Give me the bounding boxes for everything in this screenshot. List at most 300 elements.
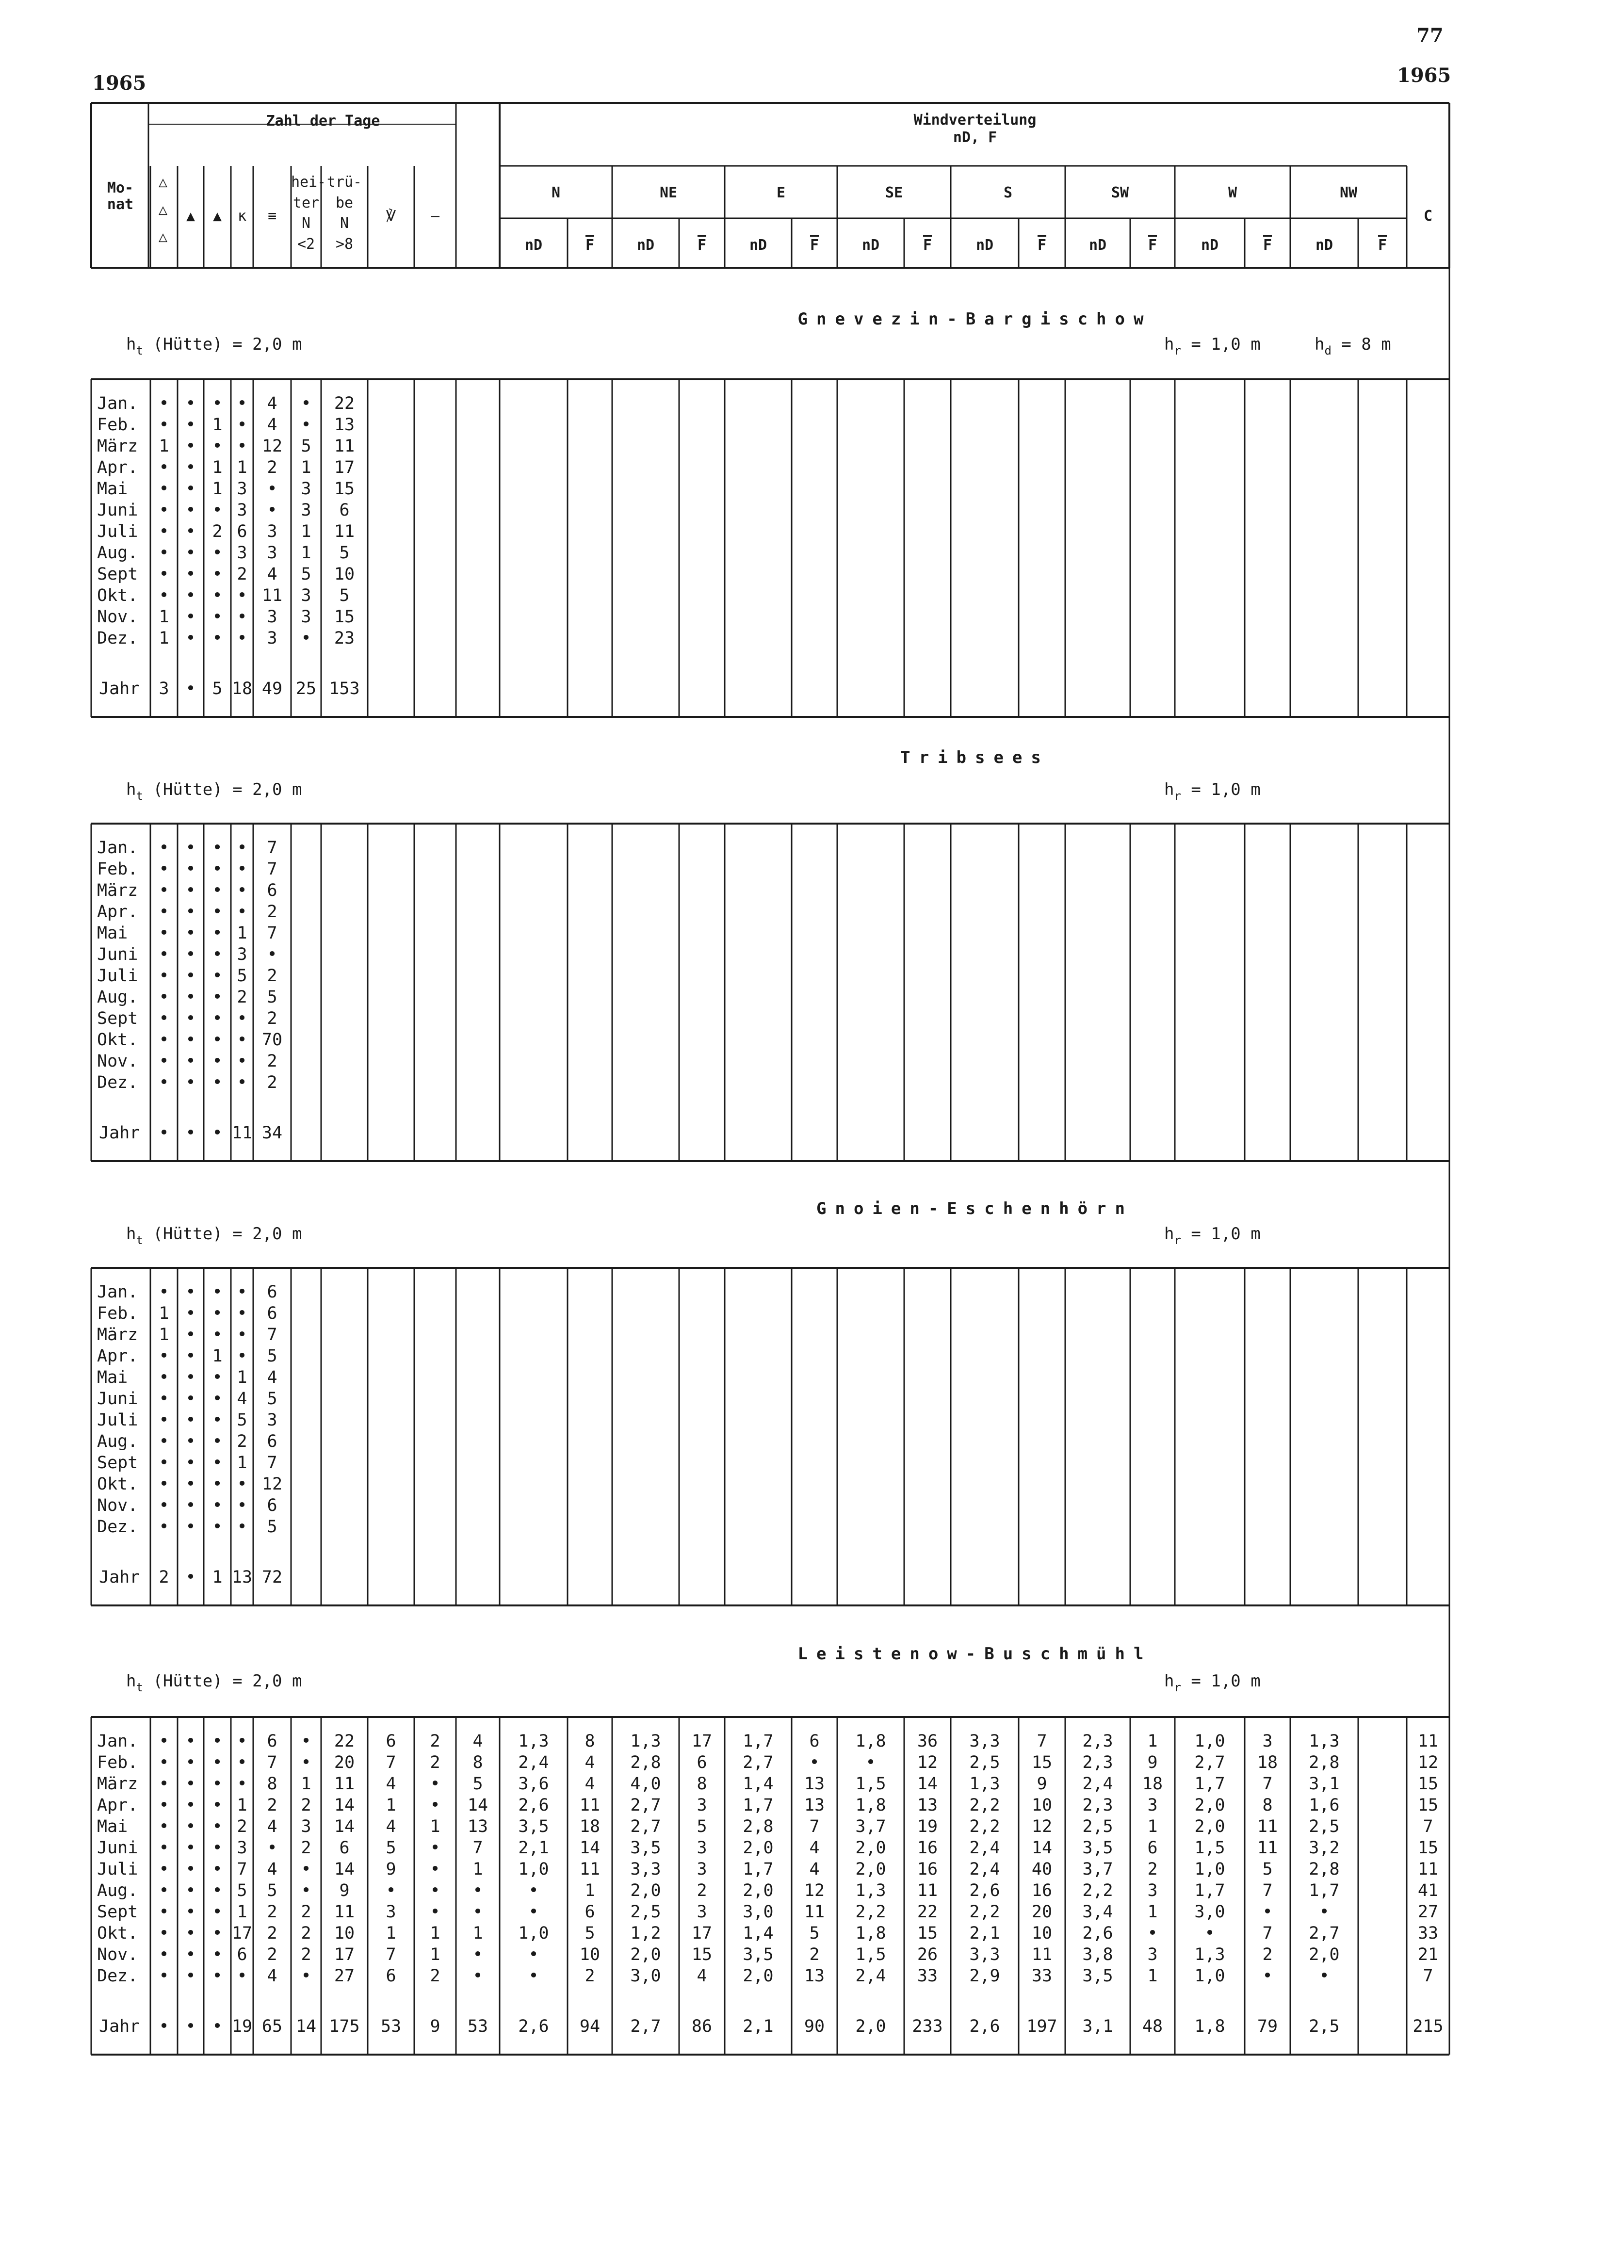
table-cell: 2	[585, 1966, 595, 1986]
table-cell: 27	[1417, 1902, 1439, 1922]
table-cell: •	[159, 501, 169, 520]
table-cell: •	[159, 1432, 169, 1451]
total-cell: 3,1	[1082, 2017, 1113, 2036]
table-cell: 2	[301, 1838, 311, 1858]
table-cell: •	[267, 479, 277, 499]
month-label: Sept	[97, 1009, 138, 1028]
table-cell: 41	[1417, 1881, 1439, 1900]
month-label: März	[97, 1325, 138, 1345]
table-cell: 2,1	[969, 1924, 1000, 1943]
table-cell: •	[159, 1009, 169, 1028]
table-cell: 1	[1147, 1902, 1158, 1922]
table-cell: 2,7	[743, 1753, 774, 1772]
direction-n: N	[551, 184, 561, 201]
table-cell: •	[159, 1838, 169, 1858]
table-cell: •	[237, 1474, 247, 1494]
table-cell: 10	[334, 1924, 355, 1943]
total-cell: 2,5	[1309, 2017, 1340, 2036]
table-cell: 1,3	[518, 1732, 549, 1751]
table-cell: 15	[334, 607, 355, 627]
table-cell: •	[212, 881, 223, 900]
table-cell: 7	[1262, 1774, 1273, 1794]
ht-symbol: h	[126, 1224, 136, 1244]
table-cell: •	[159, 966, 169, 986]
table-cell: 3,4	[1082, 1902, 1113, 1922]
table-cell: 2,6	[1082, 1924, 1113, 1943]
table-cell: 2,4	[855, 1966, 886, 1986]
month-label: Mai	[97, 1817, 128, 1836]
table-cell: 1	[237, 458, 247, 477]
table-cell: •	[159, 1796, 169, 1815]
table-cell: 16	[917, 1838, 938, 1858]
table-cell: 3	[697, 1838, 707, 1858]
table-cell: 5	[472, 1774, 483, 1794]
table-cell: 14	[1031, 1838, 1053, 1858]
total-cell: 9	[430, 2017, 440, 2036]
month-label: Juni	[97, 501, 138, 520]
ht-value: (Hütte) = 2,0 m	[143, 335, 302, 354]
table-cell: 3,2	[1309, 1838, 1340, 1858]
table-cell: 7	[1423, 1966, 1433, 1986]
table-cell: •	[185, 479, 196, 499]
table-cell: •	[212, 1881, 223, 1900]
total-cell: •	[185, 1123, 196, 1143]
f-header: $\overline{F}$	[810, 237, 819, 254]
hr-symbol: h	[1164, 335, 1174, 354]
table-cell: •	[237, 1030, 247, 1050]
table-cell: 2,3	[1082, 1796, 1113, 1815]
direction-e: E	[776, 184, 786, 201]
f-header: $\overline{F}$	[1148, 237, 1157, 254]
table-cell: 12	[917, 1753, 938, 1772]
table-cell: 2	[237, 1817, 247, 1836]
table-cell: 1,3	[1309, 1732, 1340, 1751]
hr-symbol: h	[1164, 1224, 1174, 1244]
table-cell: 15	[1417, 1796, 1439, 1815]
total-cell: 90	[804, 2017, 825, 2036]
monat-header: Mo-	[107, 179, 134, 196]
year-total-label: Jahr	[99, 1123, 140, 1143]
table-cell: •	[212, 1924, 223, 1943]
table-cell: •	[212, 1732, 223, 1751]
table-cell: 1,4	[743, 1774, 774, 1794]
table-cell: 13	[467, 1817, 488, 1836]
station-height-rain	[1164, 1224, 1261, 1247]
table-cell: 1,0	[1194, 1860, 1225, 1879]
table-cell: •	[212, 607, 223, 627]
total-cell: •	[159, 1123, 169, 1143]
table-cell: •	[185, 1945, 196, 1964]
table-cell: •	[237, 607, 247, 627]
table-cell: 7	[1423, 1817, 1433, 1836]
table-cell: 2,1	[518, 1838, 549, 1858]
table-cell: 2,8	[630, 1753, 661, 1772]
table-cell: •	[185, 945, 196, 964]
table-cell: 4	[267, 1817, 277, 1836]
total-cell: 34	[261, 1123, 283, 1143]
table-cell: 3	[267, 629, 277, 648]
table-cell: 1	[301, 522, 311, 541]
table-cell: 1,0	[1194, 1732, 1225, 1751]
table-cell: 2	[267, 1945, 277, 1964]
table-cell: •	[185, 543, 196, 563]
table-cell: 7	[472, 1838, 483, 1858]
station-title: Tribsees	[900, 748, 1050, 767]
f-header: $\overline{F}$	[1378, 237, 1387, 254]
table-cell: 12	[804, 1881, 825, 1900]
table-cell: •	[185, 838, 196, 858]
table-cell: •	[185, 1453, 196, 1473]
table-cell: 5	[267, 1389, 277, 1409]
table-cell: 10	[334, 565, 355, 584]
table-cell: 11	[917, 1881, 938, 1900]
table-cell: •	[212, 1432, 223, 1451]
table-cell: 11	[1257, 1817, 1278, 1836]
month-label: Jan.	[97, 1732, 138, 1751]
table-cell: 2,5	[1309, 1817, 1340, 1836]
day-col-header-5: ter	[292, 194, 320, 211]
table-cell: 1	[237, 1902, 247, 1922]
table-cell: •	[472, 1945, 483, 1964]
table-cell: •	[237, 394, 247, 413]
total-cell: 233	[912, 2017, 943, 2036]
table-cell: •	[159, 1052, 169, 1071]
table-cell: 4	[386, 1774, 396, 1794]
table-cell: •	[159, 838, 169, 858]
table-cell: 15	[917, 1924, 938, 1943]
month-label: Sept	[97, 1453, 138, 1473]
table-cell: 2,8	[1309, 1860, 1340, 1879]
table-cell: 3,5	[1082, 1838, 1113, 1858]
table-cell: •	[185, 1410, 196, 1430]
table-cell: 7	[1262, 1881, 1273, 1900]
day-col-header-6: trü-	[326, 174, 362, 191]
table-cell: 5	[809, 1924, 820, 1943]
table-cell: 2	[267, 1009, 277, 1028]
table-cell: •	[212, 859, 223, 879]
table-cell: •	[865, 1753, 876, 1772]
table-cell: 1,0	[518, 1924, 549, 1943]
table-cell: 6	[809, 1732, 820, 1751]
ht-value: (Hütte) = 2,0 m	[143, 780, 302, 799]
table-cell: •	[237, 1496, 247, 1515]
table-cell: •	[185, 859, 196, 879]
table-cell: •	[237, 1346, 247, 1366]
table-cell: 6	[267, 1732, 277, 1751]
table-cell: •	[301, 1881, 311, 1900]
table-cell: •	[237, 1304, 247, 1323]
table-cell: •	[212, 1796, 223, 1815]
table-cell: 6	[339, 501, 350, 520]
table-cell: •	[159, 1753, 169, 1772]
month-label: Jan.	[97, 394, 138, 413]
table-cell: 3	[301, 1817, 311, 1836]
table-cell: 4	[267, 1966, 277, 1986]
table-cell: •	[212, 1496, 223, 1515]
table-cell: 6	[386, 1732, 396, 1751]
table-cell: 2	[267, 1052, 277, 1071]
table-cell: 1,8	[855, 1796, 886, 1815]
day-col-header-8: –	[430, 208, 440, 225]
month-label: Juni	[97, 1389, 138, 1409]
table-cell: •	[185, 902, 196, 922]
table-cell: •	[185, 1030, 196, 1050]
table-cell: •	[528, 1966, 539, 1986]
table-cell: 5	[237, 966, 247, 986]
table-cell: 6	[267, 1496, 277, 1515]
table-cell: 2,2	[969, 1817, 1000, 1836]
nd-header: nD	[1201, 237, 1219, 254]
table-cell: 7	[237, 1860, 247, 1879]
table-cell: 3	[697, 1796, 707, 1815]
table-cell: •	[212, 1774, 223, 1794]
table-cell: •	[185, 1966, 196, 1986]
month-label: Apr.	[97, 902, 138, 922]
total-cell: 48	[1142, 2017, 1163, 2036]
table-cell: 4,0	[630, 1774, 661, 1794]
windverteilung-header: Windverteilung	[913, 112, 1037, 129]
table-cell: 11	[804, 1902, 825, 1922]
table-cell: 6	[339, 1838, 350, 1858]
table-cell: •	[159, 1945, 169, 1964]
total-cell: •	[159, 2017, 169, 2036]
table-cell: 14	[334, 1860, 355, 1879]
table-cell: 16	[917, 1860, 938, 1879]
total-cell: 25	[295, 679, 317, 698]
table-cell: 9	[1037, 1774, 1047, 1794]
table-cell: 3	[301, 501, 311, 520]
month-label: März	[97, 1774, 138, 1794]
table-cell: 5	[386, 1838, 396, 1858]
table-cell: 1	[159, 607, 169, 627]
month-label: Juni	[97, 945, 138, 964]
table-cell: 3	[237, 543, 247, 563]
table-cell: 2,2	[855, 1902, 886, 1922]
ht-symbol: h	[126, 335, 136, 354]
table-cell: 2	[267, 902, 277, 922]
table-cell: •	[159, 415, 169, 435]
table-cell: 2,0	[1194, 1796, 1225, 1815]
table-cell: 1,7	[1309, 1881, 1340, 1900]
table-cell: 5	[339, 586, 350, 605]
table-cell: 5	[267, 1881, 277, 1900]
table-cell: 11	[579, 1860, 601, 1879]
table-cell: 3	[1147, 1881, 1158, 1900]
table-cell: •	[301, 1753, 311, 1772]
hr-value: = 1,0 m	[1181, 1671, 1261, 1691]
table-cell: •	[185, 522, 196, 541]
table-cell: 9	[339, 1881, 350, 1900]
table-cell: •	[212, 1453, 223, 1473]
table-cell: •	[809, 1753, 820, 1772]
year-left: 1965	[92, 72, 146, 95]
table-cell: 3,5	[743, 1945, 774, 1964]
station-height-hut	[126, 780, 302, 803]
day-col-header-0: △	[158, 174, 168, 191]
table-cell: 1	[430, 1924, 440, 1943]
table-cell: •	[185, 1389, 196, 1409]
table-cell: •	[212, 1838, 223, 1858]
table-cell: •	[430, 1902, 440, 1922]
table-cell: 1,5	[1194, 1838, 1225, 1858]
table-cell: 3,1	[1309, 1774, 1340, 1794]
hd-subscript: d	[1324, 344, 1332, 357]
table-cell: 2,0	[630, 1945, 661, 1964]
table-cell: •	[159, 1860, 169, 1879]
month-label: Nov.	[97, 1496, 138, 1515]
table-cell: •	[237, 881, 247, 900]
month-label: Feb.	[97, 859, 138, 879]
table-cell: 2,2	[969, 1796, 1000, 1815]
station-height-hut	[126, 335, 302, 357]
table-cell: •	[528, 1881, 539, 1900]
zahl-der-tage-header: Zahl der Tage	[266, 113, 380, 130]
table-cell: 33	[917, 1966, 938, 1986]
table-cell: 4	[697, 1966, 707, 1986]
table-cell: 13	[917, 1796, 938, 1815]
table-cell: 13	[804, 1966, 825, 1986]
table-cell: •	[159, 859, 169, 879]
table-cell: •	[159, 1410, 169, 1430]
table-cell: 3	[1262, 1732, 1273, 1751]
direction-sw: SW	[1111, 184, 1129, 201]
table-cell: 11	[334, 437, 355, 456]
table-cell: 1,3	[1194, 1945, 1225, 1964]
table-cell: •	[159, 1966, 169, 1986]
month-label: Apr.	[97, 1346, 138, 1366]
table-cell: 1	[159, 1325, 169, 1345]
table-cell: 1,6	[1309, 1796, 1340, 1815]
table-cell: 1	[301, 543, 311, 563]
table-cell: 7	[386, 1753, 396, 1772]
table-cell: 14	[334, 1817, 355, 1836]
table-cell: •	[159, 1453, 169, 1473]
table-cell: •	[212, 501, 223, 520]
table-cell: 4	[267, 1368, 277, 1387]
table-cell: •	[212, 945, 223, 964]
table-cell: •	[185, 1774, 196, 1794]
table-cell: 3,0	[743, 1902, 774, 1922]
total-cell: 53	[380, 2017, 402, 2036]
table-cell: 15	[334, 479, 355, 499]
table-cell: 2,9	[969, 1966, 1000, 1986]
table-cell: 6	[1147, 1838, 1158, 1858]
table-cell: 22	[917, 1902, 938, 1922]
table-cell: •	[185, 1732, 196, 1751]
table-cell: •	[212, 1753, 223, 1772]
table-cell: •	[212, 586, 223, 605]
table-cell: 2	[430, 1732, 440, 1751]
table-cell: 11	[1417, 1860, 1439, 1879]
table-cell: 33	[1031, 1966, 1053, 1986]
table-cell: •	[430, 1796, 440, 1815]
table-cell: 10	[1031, 1796, 1053, 1815]
table-cell: 11	[1417, 1732, 1439, 1751]
hr-symbol: h	[1164, 780, 1174, 799]
month-label: Okt.	[97, 1474, 138, 1494]
table-cell: •	[159, 458, 169, 477]
table-cell: •	[185, 1817, 196, 1836]
table-cell: •	[212, 1474, 223, 1494]
table-cell: 1,3	[855, 1881, 886, 1900]
table-cell: 2	[301, 1902, 311, 1922]
table-cell: 1,7	[1194, 1881, 1225, 1900]
table-cell: 70	[261, 1030, 283, 1050]
f-header: $\overline{F}$	[697, 237, 707, 254]
table-cell: •	[237, 1052, 247, 1071]
table-cell: 1	[237, 1368, 247, 1387]
table-cell: 12	[1417, 1753, 1439, 1772]
table-cell: •	[237, 1966, 247, 1986]
total-cell: 86	[691, 2017, 713, 2036]
month-label: Mai	[97, 1368, 128, 1387]
table-cell: •	[212, 1410, 223, 1430]
table-cell: 1	[301, 1774, 311, 1794]
table-cell: 3	[1147, 1945, 1158, 1964]
table-cell: 2	[267, 1796, 277, 1815]
table-cell: •	[159, 1817, 169, 1836]
month-label: Dez.	[97, 1517, 138, 1537]
table-cell: •	[159, 1774, 169, 1794]
table-cell: 2	[430, 1753, 440, 1772]
table-cell: 14	[334, 1796, 355, 1815]
table-cell: 3	[237, 945, 247, 964]
table-cell: 4	[585, 1774, 595, 1794]
table-cell: 9	[386, 1860, 396, 1879]
table-cell: •	[212, 838, 223, 858]
table-cell: •	[185, 1346, 196, 1366]
table-cell: 2,5	[969, 1753, 1000, 1772]
table-cell: •	[159, 586, 169, 605]
table-cell: 3	[237, 1838, 247, 1858]
table-cell: •	[185, 1282, 196, 1302]
station-height-rain	[1164, 780, 1261, 803]
table-cell: 9	[1147, 1753, 1158, 1772]
table-cell: •	[386, 1881, 396, 1900]
table-cell: 2,2	[969, 1902, 1000, 1922]
month-label: Dez.	[97, 629, 138, 648]
table-cell: 11	[1257, 1838, 1278, 1858]
table-cell: 1	[159, 437, 169, 456]
table-cell: 12	[261, 1474, 283, 1494]
table-cell: 4	[585, 1753, 595, 1772]
table-cell: 17	[691, 1732, 713, 1751]
f-header: $\overline{F}$	[585, 237, 595, 254]
table-cell: 1,4	[743, 1924, 774, 1943]
table-cell: 20	[1031, 1902, 1053, 1922]
hr-subscript: r	[1174, 1681, 1181, 1694]
table-cell: •	[237, 437, 247, 456]
station-height-rain	[1164, 1671, 1261, 1694]
table-cell: 2,2	[1082, 1881, 1113, 1900]
table-cell: •	[301, 415, 311, 435]
table-cell: 1	[386, 1924, 396, 1943]
table-cell: 2,4	[969, 1838, 1000, 1858]
table-cell: 5	[697, 1817, 707, 1836]
total-cell: 13	[231, 1568, 253, 1587]
total-cell: 215	[1413, 2017, 1444, 2036]
table-cell: 15	[1417, 1774, 1439, 1794]
day-col-header-0: △	[158, 228, 168, 246]
day-col-header-4: ≡	[267, 208, 277, 225]
table-cell: •	[212, 1368, 223, 1387]
table-cell: •	[159, 1517, 169, 1537]
table-cell: •	[159, 1496, 169, 1515]
table-cell: 2,0	[743, 1881, 774, 1900]
table-cell: •	[185, 966, 196, 986]
table-cell: 1	[212, 415, 223, 435]
table-cell: 7	[267, 1453, 277, 1473]
